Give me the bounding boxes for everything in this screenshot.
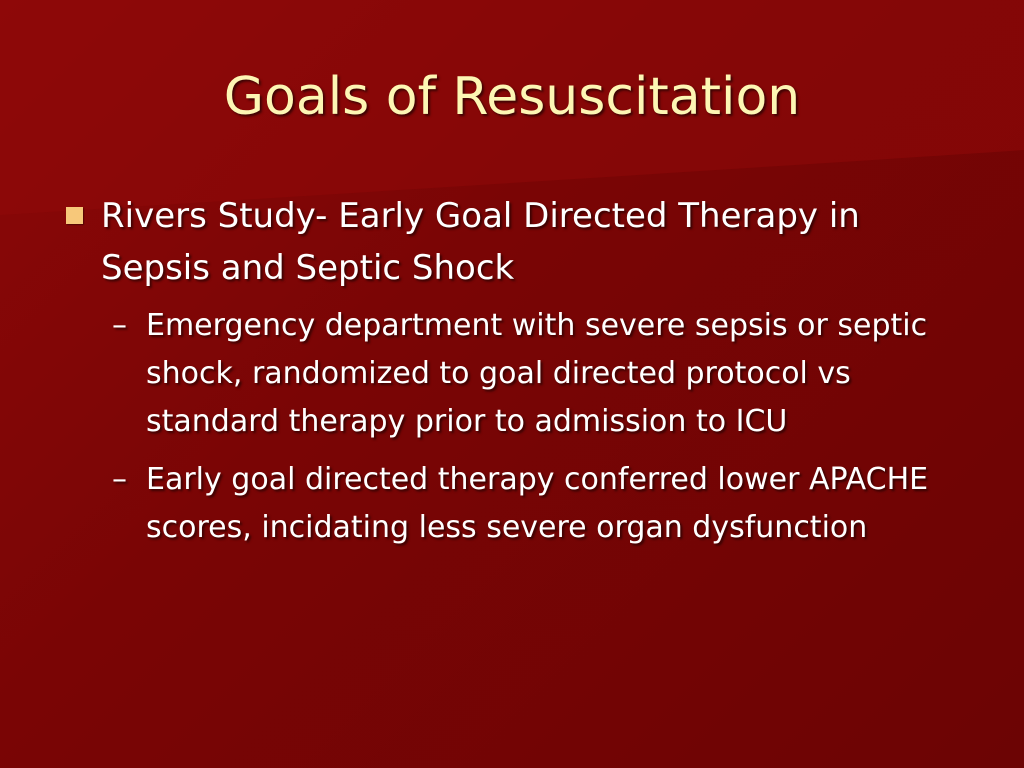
sub-bullet-text: Emergency department with severe sepsis or septic shock, randomized to goal directed protocol vs standard therapy prior to admission to ICU <box>146 308 928 439</box>
dash-marker: – <box>112 462 127 497</box>
slide-content <box>64 190 964 562</box>
sub-bullet-list <box>64 302 964 552</box>
slide-title: Goals of Resuscitation <box>223 67 801 127</box>
square-bullet-icon <box>66 207 83 224</box>
sub-bullet-item <box>64 456 964 552</box>
dash-marker: – <box>112 308 127 343</box>
bullet-text: Rivers Study- Early Goal Directed Therapy in Sepsis and Septic Shock <box>101 196 860 288</box>
bullet-item <box>64 190 964 294</box>
sub-bullet-text: Early goal directed therapy conferred lower APACHE scores, incidating less severe organ dysfunction <box>146 462 929 545</box>
sub-bullet-item <box>64 302 964 446</box>
